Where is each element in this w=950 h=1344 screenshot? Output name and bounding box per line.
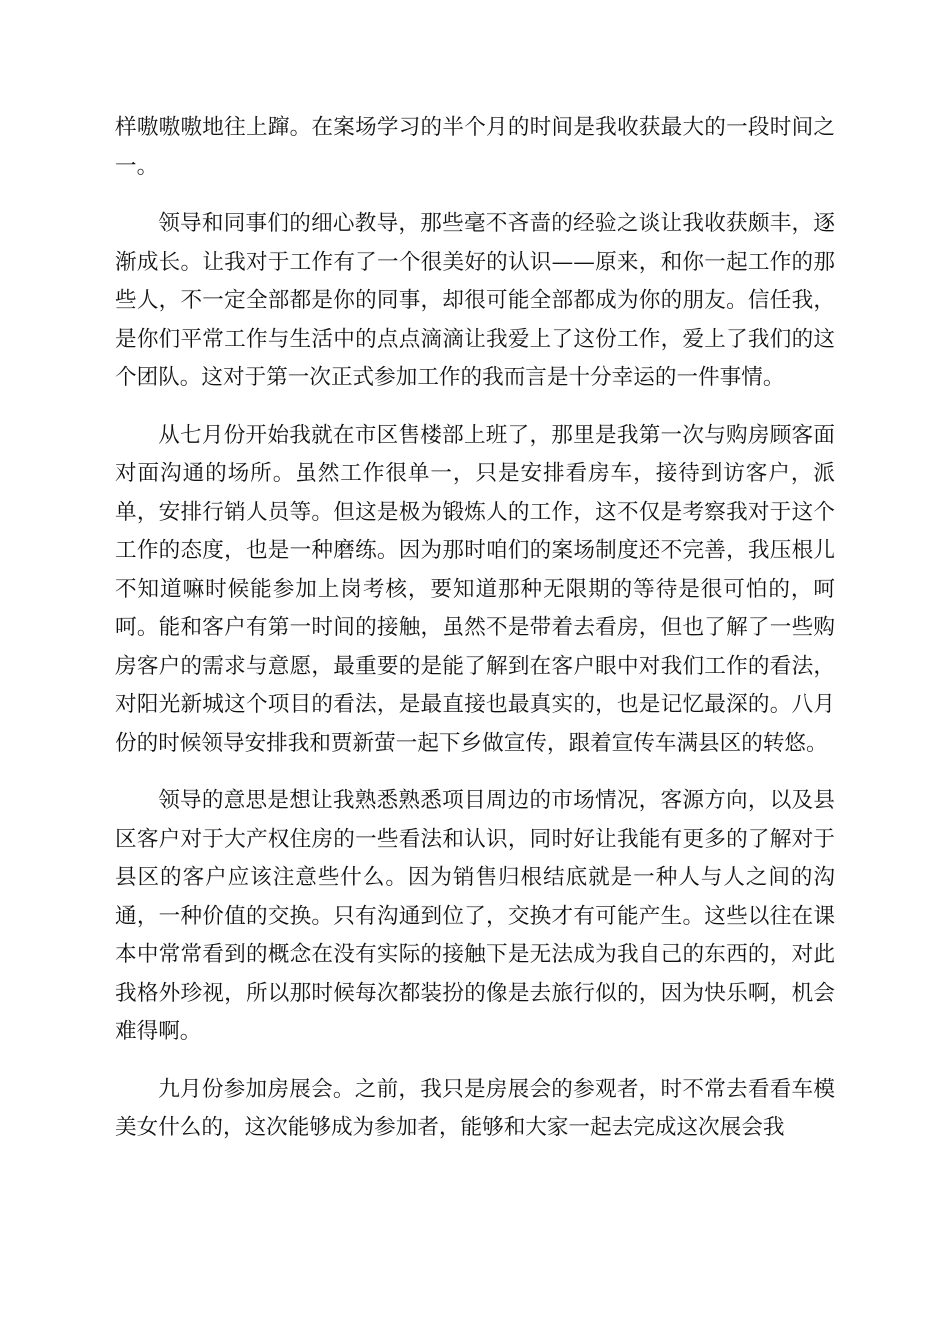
document-page	[115, 109, 835, 1167]
paragraph-3: 从七月份开始我就在市区售楼部上班了，那里是我第一次与购房顾客面对面沟通的场所。虽然工作很单一，只是安排看房车，接待到访客户，派单，安排行销人员等。但这是极为锻炼人的工作，这不仅是考察我对于这个工作的态度，也是一种磨练。因为那时咱们的案场制度还不完善，我压根儿不知道嘛时候能参加上岗考核，要知道那种无限期的等待是很可怕的，呵呵。能和客户有第一时间的接触，虽然不是带着去看房，但也了解了一些购房客户的需求与意愿，最重要的是能了解到在客户眼中对我们工作的看法，对阳光新城这个项目的看法，是最直接也最真实的，也是记忆最深的。八月份的时候领导安排我和贾新萤一起下乡做宣传，跟着宣传车满县区的转悠。	[115, 422, 835, 756]
paragraph-1: 样嗷嗷嗷地往上蹿。在案场学习的半个月的时间是我收获最大的一段时间之一。	[115, 115, 835, 179]
paragraph-2: 领导和同事们的细心教导，那些毫不吝啬的经验之谈让我收获颇丰，逐渐成长。让我对于工作有了一个很美好的认识——原来，和你一起工作的那些人，不一定全部都是你的同事，却很可能全部都成为你的朋友。信任我，是你们平常工作与生活中的点点滴滴让我爱上了这份工作，爱上了我们的这个团队。这对于第一次正式参加工作的我而言是十分幸运的一件事情。	[115, 211, 835, 390]
paragraph-5: 九月份参加房展会。之前，我只是房展会的参观者，时不常去看看车模美女什么的，这次能够成为参加者，能够和大家一起去完成这次展会我	[115, 1076, 835, 1140]
paragraph-4: 领导的意思是想让我熟悉熟悉项目周边的市场情况，客源方向，以及县区客户对于大产权住房的一些看法和认识，同时好让我能有更多的了解对于县区的客户应该注意些什么。因为销售归根结底就是一种人与人之间的沟通，一种价值的交换。只有沟通到位了，交换才有可能产生。这些以往在课本中常常看到的概念在没有实际的接触下是无法成为我自己的东西的，对此我格外珍视，所以那时候每次都装扮的像是去旅行似的，因为快乐啊，机会难得啊。	[115, 788, 835, 1044]
